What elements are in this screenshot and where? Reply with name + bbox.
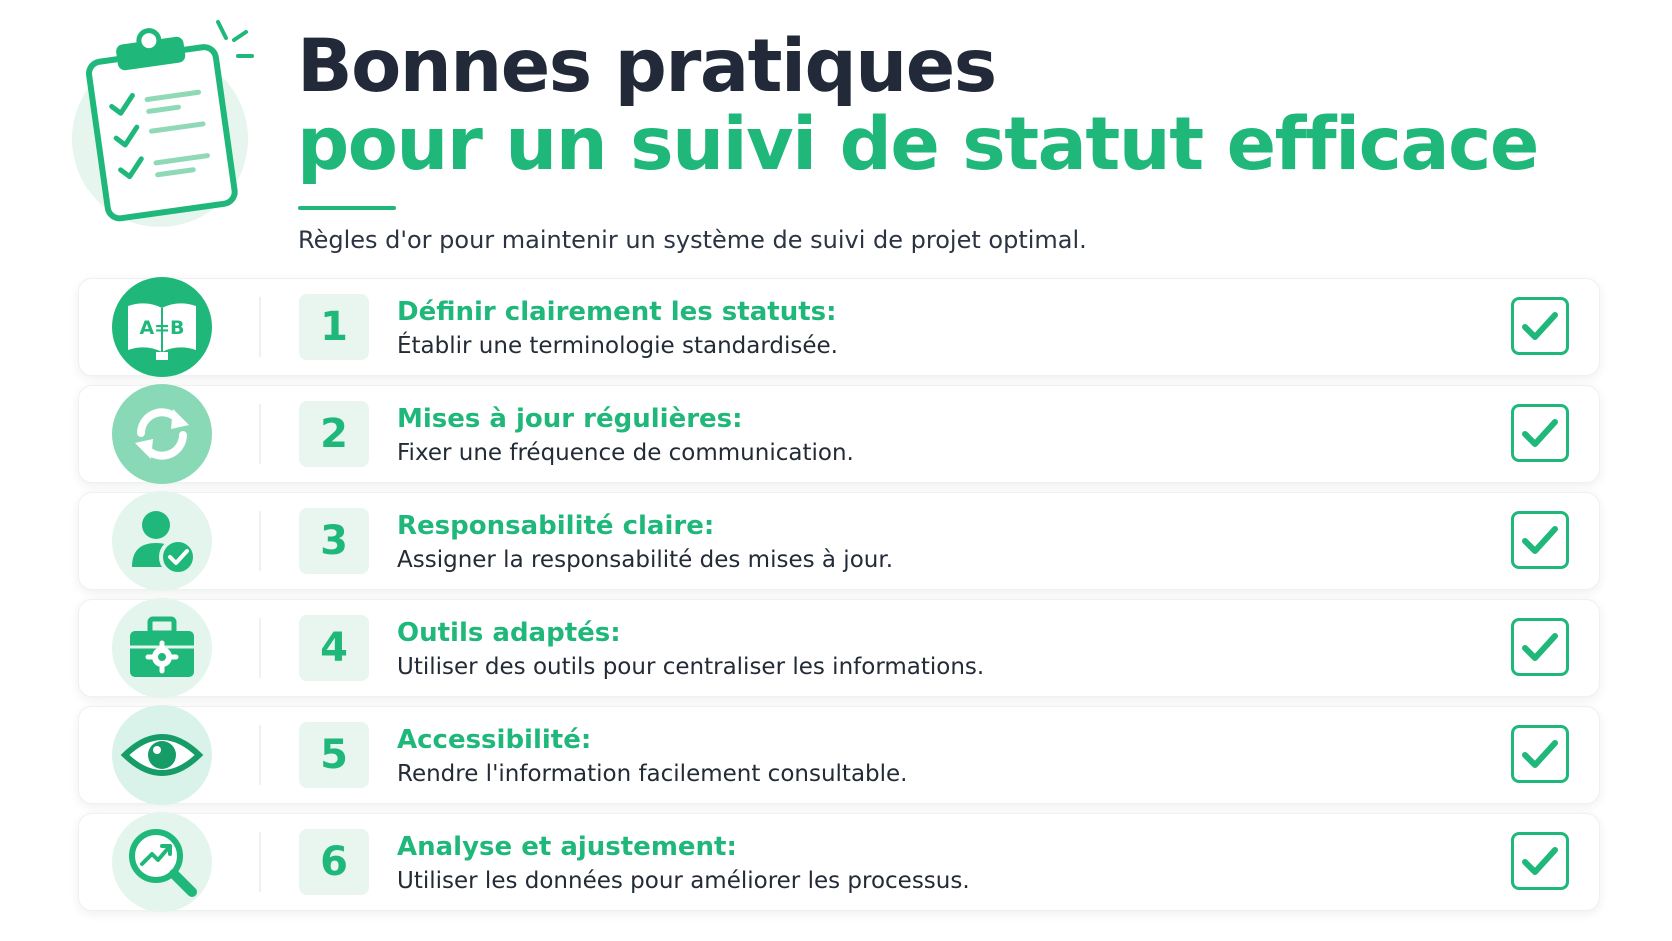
divider bbox=[259, 511, 261, 571]
divider bbox=[259, 618, 261, 678]
practice-title: Accessibilité: bbox=[397, 725, 592, 755]
title-line-2: pour un suivi de statut efficace bbox=[297, 102, 1538, 187]
step-number: 5 bbox=[299, 722, 369, 788]
checkbox-checked[interactable] bbox=[1511, 725, 1569, 783]
divider bbox=[259, 404, 261, 464]
practice-description: Établir une terminologie standardisée. bbox=[397, 333, 838, 359]
checkbox-checked[interactable] bbox=[1511, 404, 1569, 462]
divider bbox=[259, 725, 261, 785]
checkbox-checked[interactable] bbox=[1511, 511, 1569, 569]
practice-title: Définir clairement les statuts: bbox=[397, 297, 837, 327]
step-number: 6 bbox=[299, 829, 369, 895]
practice-card-6 bbox=[78, 813, 1600, 911]
step-number: 2 bbox=[299, 401, 369, 467]
checkbox-checked[interactable] bbox=[1511, 297, 1569, 355]
page-title bbox=[297, 24, 1538, 187]
practice-title: Outils adaptés: bbox=[397, 618, 621, 648]
step-number: 1 bbox=[299, 294, 369, 360]
practice-card-2 bbox=[78, 385, 1600, 483]
practice-description: Utiliser les données pour améliorer les processus. bbox=[397, 868, 970, 894]
checkmark-icon bbox=[1521, 738, 1559, 770]
toolbox-gear-icon bbox=[112, 598, 212, 698]
checkbox-checked[interactable] bbox=[1511, 832, 1569, 890]
page-subtitle: Règles d'or pour maintenir un système de suivi de projet optimal. bbox=[298, 226, 1087, 254]
checkmark-icon bbox=[1521, 524, 1559, 556]
book-label: A=B bbox=[139, 317, 185, 339]
practice-card-4 bbox=[78, 599, 1600, 697]
refresh-icon bbox=[112, 384, 212, 484]
checkmark-icon bbox=[1521, 417, 1559, 449]
checkbox-checked[interactable] bbox=[1511, 618, 1569, 676]
step-number: 3 bbox=[299, 508, 369, 574]
book-ab-icon bbox=[112, 277, 212, 377]
clipboard-checklist-icon bbox=[70, 14, 260, 234]
divider bbox=[259, 297, 261, 357]
step-number: 4 bbox=[299, 615, 369, 681]
practice-description: Rendre l'information facilement consultable. bbox=[397, 761, 908, 787]
checkmark-icon bbox=[1521, 631, 1559, 663]
practice-title: Mises à jour régulières: bbox=[397, 404, 743, 434]
title-underline bbox=[298, 206, 396, 210]
practice-card-3 bbox=[78, 492, 1600, 590]
title-line-1: Bonnes pratiques bbox=[297, 24, 996, 109]
divider bbox=[259, 832, 261, 892]
practice-card-1 bbox=[78, 278, 1600, 376]
checkmark-icon bbox=[1521, 845, 1559, 877]
eye-icon bbox=[112, 705, 212, 805]
checkmark-icon bbox=[1521, 310, 1559, 342]
practice-title: Analyse et ajustement: bbox=[397, 832, 737, 862]
analytics-magnifier-icon bbox=[112, 812, 212, 912]
user-check-icon bbox=[112, 491, 212, 591]
practice-description: Utiliser des outils pour centraliser les informations. bbox=[397, 654, 985, 680]
practice-description: Assigner la responsabilité des mises à jour. bbox=[397, 547, 894, 573]
practice-description: Fixer une fréquence de communication. bbox=[397, 440, 854, 466]
practice-card-5 bbox=[78, 706, 1600, 804]
practice-title: Responsabilité claire: bbox=[397, 511, 715, 541]
